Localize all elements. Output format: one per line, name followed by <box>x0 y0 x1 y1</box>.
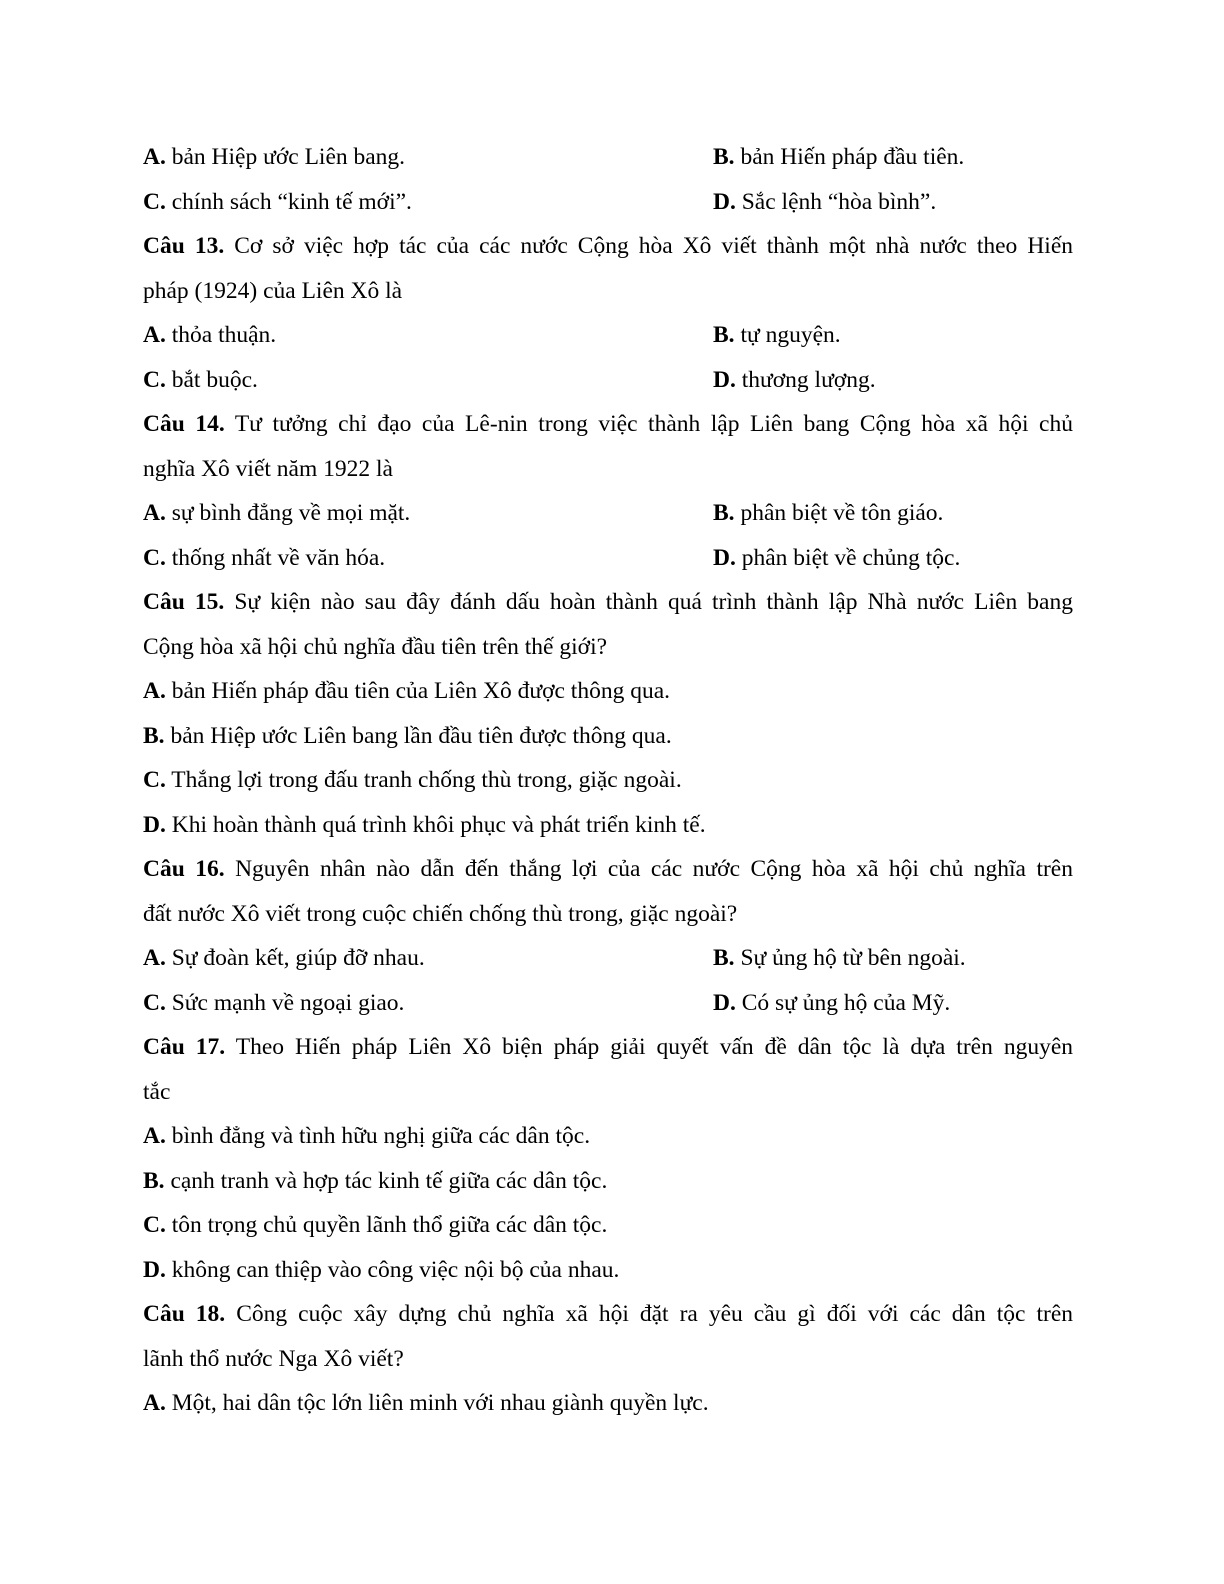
question-text-continuation: đất nước Xô viết trong cuộc chiến chống thù trong, giặc ngoài? <box>143 900 738 927</box>
answer-option <box>143 1114 1073 1159</box>
answer-option <box>143 803 1073 848</box>
option-text: Một, hai dân tộc lớn liên minh với nhau giành quyền lực. <box>165 1390 709 1416</box>
answer-option <box>713 180 1073 225</box>
option-row <box>143 135 1073 180</box>
option-text: Sức mạnh về ngoại giao. <box>165 989 405 1016</box>
question-line <box>143 402 1073 447</box>
option-label: B. <box>713 322 735 348</box>
option-row <box>143 313 1073 358</box>
answer-option <box>143 936 713 981</box>
answer-option <box>713 491 1073 536</box>
option-label: D. <box>713 366 736 393</box>
answer-option <box>713 536 1073 581</box>
option-text: bắt buộc. <box>165 366 258 393</box>
option-label: A. <box>143 945 166 971</box>
option-row <box>143 491 1073 536</box>
option-label: C. <box>143 188 166 215</box>
option-text: tôn trọng chủ quyền lãnh thổ giữa các dân tộc. <box>165 1212 608 1238</box>
option-label: A. <box>143 322 166 348</box>
option-label: C. <box>143 1212 166 1238</box>
option-label: D. <box>713 188 736 215</box>
answer-option <box>143 669 1073 714</box>
option-text: Sắc lệnh “hòa bình”. <box>735 188 937 215</box>
option-label: D. <box>713 989 736 1016</box>
question-number: Câu 18. <box>143 1301 226 1327</box>
question-line <box>143 847 1073 892</box>
option-label: B. <box>143 1167 165 1194</box>
option-label: B. <box>713 945 735 971</box>
option-text: thống nhất về văn hóa. <box>165 544 386 571</box>
question-line <box>143 1292 1073 1337</box>
question-text-continuation: lãnh thổ nước Nga Xô viết? <box>143 1345 404 1372</box>
option-label: D. <box>143 1256 166 1283</box>
question-number: Câu 13. <box>143 233 225 259</box>
option-text: Sự ủng hộ từ bên ngoài. <box>734 945 966 971</box>
question-number: Câu 17. <box>143 1034 226 1060</box>
question-text: Công cuộc xây dựng chủ nghĩa xã hội đặt ra yêu cầu gì đối với các dân tộc trên <box>225 1301 1073 1327</box>
option-label: C. <box>143 767 166 793</box>
option-text: phân biệt về chủng tộc. <box>735 544 961 571</box>
answer-option <box>143 180 713 225</box>
option-text: bản Hiến pháp đầu tiên. <box>734 144 965 170</box>
option-text: phân biệt về tôn giáo. <box>734 500 944 526</box>
option-text: bình đẳng và tình hữu nghị giữa các dân tộc. <box>165 1123 591 1149</box>
option-text: bản Hiệp ước Liên bang. <box>165 144 406 170</box>
answer-option <box>143 1159 1073 1204</box>
question-text: Theo Hiến pháp Liên Xô biện pháp giải quyết vấn đề dân tộc là dựa trên nguyên <box>225 1034 1074 1060</box>
option-label: A. <box>143 1123 166 1149</box>
option-text: thỏa thuận. <box>165 322 277 348</box>
document-body <box>143 135 1073 1426</box>
option-label: D. <box>143 811 166 838</box>
question-line <box>143 224 1073 269</box>
option-text: Khi hoàn thành quá trình khôi phục và phát triển kinh tế. <box>165 811 706 838</box>
question-text: Tư tưởng chỉ đạo của Lê-nin trong việc thành lập Liên bang Cộng hòa xã hội chủ <box>224 411 1073 437</box>
option-label: A. <box>143 500 166 526</box>
question-text-continuation: Cộng hòa xã hội chủ nghĩa đầu tiên trên thế giới? <box>143 633 608 660</box>
question-number: Câu 16. <box>143 856 225 882</box>
answer-option <box>143 1203 1073 1248</box>
answer-option <box>143 135 713 180</box>
option-text: Có sự ủng hộ của Mỹ. <box>735 989 951 1016</box>
option-label: B. <box>143 722 165 749</box>
answer-option <box>143 1248 1073 1293</box>
option-row <box>143 981 1073 1026</box>
question-text: Nguyên nhân nào dẫn đến thắng lợi của các nước Cộng hòa xã hội chủ nghĩa trên <box>224 856 1073 882</box>
answer-option <box>713 313 1073 358</box>
option-text: tự nguyện. <box>734 322 841 348</box>
option-text: bản Hiệp ước Liên bang lần đầu tiên được thông qua. <box>164 722 672 749</box>
answer-option <box>143 1381 1073 1426</box>
option-text: chính sách “kinh tế mới”. <box>165 188 412 215</box>
question-text-continuation: nghĩa Xô viết năm 1922 là <box>143 455 393 482</box>
option-label: A. <box>143 1390 166 1416</box>
question-line <box>143 580 1073 625</box>
option-label: C. <box>143 989 166 1016</box>
option-row <box>143 936 1073 981</box>
answer-option <box>143 491 713 536</box>
option-text: không can thiệp vào công việc nội bộ của nhau. <box>165 1256 620 1283</box>
option-text: cạnh tranh và hợp tác kinh tế giữa các dân tộc. <box>164 1167 608 1194</box>
option-label: A. <box>143 144 166 170</box>
option-label: C. <box>143 366 166 393</box>
option-label: D. <box>713 544 736 571</box>
option-text: Sự đoàn kết, giúp đỡ nhau. <box>165 945 425 971</box>
answer-option <box>143 313 713 358</box>
answer-option <box>713 135 1073 180</box>
question-number: Câu 15. <box>143 589 225 615</box>
option-row <box>143 180 1073 225</box>
answer-option <box>143 981 713 1026</box>
answer-option <box>713 358 1073 403</box>
answer-option <box>143 536 713 581</box>
question-text: Sự kiện nào sau đây đánh dấu hoàn thành quá trình thành lập Nhà nước Liên bang <box>224 589 1073 615</box>
answer-option <box>143 758 1073 803</box>
question-text-continuation: tắc <box>143 1078 171 1105</box>
answer-option <box>143 714 1073 759</box>
question-text: Cơ sở việc hợp tác của các nước Cộng hòa Xô viết thành một nhà nước theo Hiến <box>224 233 1074 259</box>
option-text: bản Hiến pháp đầu tiên của Liên Xô được thông qua. <box>165 678 671 704</box>
question-number: Câu 14. <box>143 411 225 437</box>
option-label: C. <box>143 544 166 571</box>
option-label: A. <box>143 678 166 704</box>
question-text-continuation: pháp (1924) của Liên Xô là <box>143 277 403 304</box>
option-label: B. <box>713 144 735 170</box>
option-label: B. <box>713 500 735 526</box>
question-line <box>143 1025 1073 1070</box>
answer-option <box>713 981 1073 1026</box>
answer-option <box>713 936 1073 981</box>
option-row <box>143 358 1073 403</box>
option-row <box>143 536 1073 581</box>
option-text: thương lượng. <box>735 366 876 393</box>
option-text: Thắng lợi trong đấu tranh chống thù trong, giặc ngoài. <box>165 767 682 793</box>
answer-option <box>143 358 713 403</box>
option-text: sự bình đẳng về mọi mặt. <box>165 500 411 526</box>
